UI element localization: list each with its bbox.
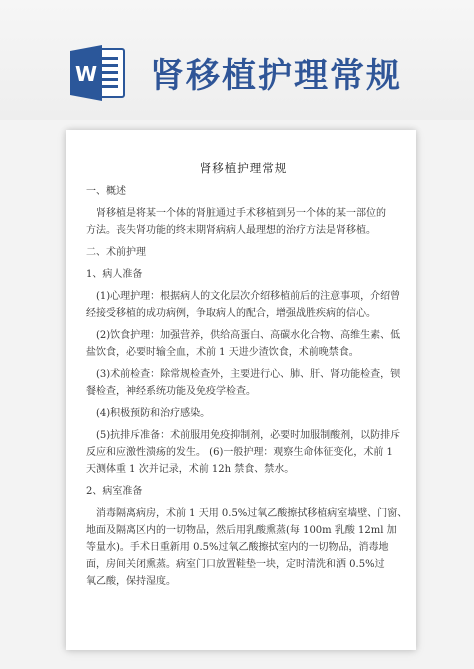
- document-line: 餐检查，神经系统功能及免疫学检查。: [86, 386, 256, 397]
- document-line: 1、病人准备: [86, 269, 143, 280]
- document-line: 经接受移植的成功病例，争取病人的配合，增强战胜疾病的信心。: [86, 308, 376, 319]
- document-line: 一、概述: [86, 186, 126, 197]
- document-page: [66, 130, 416, 650]
- header-title: 肾移植护理常规: [150, 56, 402, 96]
- document-line: 等量水)。手术日重新用 0.5%过氧乙酸擦拭室内的一切物品，消毒地: [86, 542, 389, 553]
- document-line: 氧乙酸，保持湿度。: [86, 576, 176, 587]
- document-line: (1)心理护理：根据病人的文化层次介绍移植前后的注意事项，介绍曾: [96, 291, 401, 302]
- document-body: [86, 160, 408, 640]
- document-line: 消毒隔离病房，术前 1 天用 0.5%过氧乙酸擦拭移植病室墙壁、门窗、: [96, 508, 408, 519]
- document-line: 盐饮食，必要时输全血，术前 1 天进少渣饮食，术前晚禁食。: [86, 347, 359, 358]
- word-icon: [68, 43, 126, 103]
- document-line: 方法。丧失肾功能的终末期肾病病人最理想的治疗方法是肾移植。: [86, 225, 376, 236]
- document-line: (5)抗排斥准备：术前服用免疫抑制剂，必要时加服制酸剂，以防排斥: [96, 430, 401, 441]
- document-line: 2、病室准备: [86, 486, 143, 497]
- document-line: 天测体重 1 次并记录，术前 12h 禁食、禁水。: [86, 464, 295, 475]
- document-line: (4)积极预防和治疗感染。: [96, 408, 211, 419]
- svg-text:W: W: [74, 62, 98, 86]
- document-line: 地面及隔离区内的一切物品，然后用乳酸熏蒸(每 100m 乳酸 12ml 加: [86, 525, 397, 536]
- document-line: 反应和应激性溃疡的发生。 (6)一般护理：观察生命体征变化，术前 1: [86, 447, 393, 458]
- document-line: 面，房间关闭熏蒸。病室门口放置鞋垫一块，定时清洗和洒 0.5%过: [86, 559, 385, 570]
- document-line: 肾移植是将某一个体的肾脏通过手术移植到另一个体的某一部位的: [96, 208, 386, 219]
- document-line: 二、术前护理: [86, 247, 146, 258]
- document-line: (2)饮食护理：加强营养，供给高蛋白、高碳水化合物、高维生素、低: [96, 330, 401, 341]
- header-banner: [0, 0, 474, 120]
- document-title: 肾移植护理常规: [199, 161, 288, 175]
- document-text: [86, 183, 408, 590]
- document-line: (3)术前检查：除常规检查外，主要进行心、肺、肝、肾功能检查，钡: [96, 369, 401, 380]
